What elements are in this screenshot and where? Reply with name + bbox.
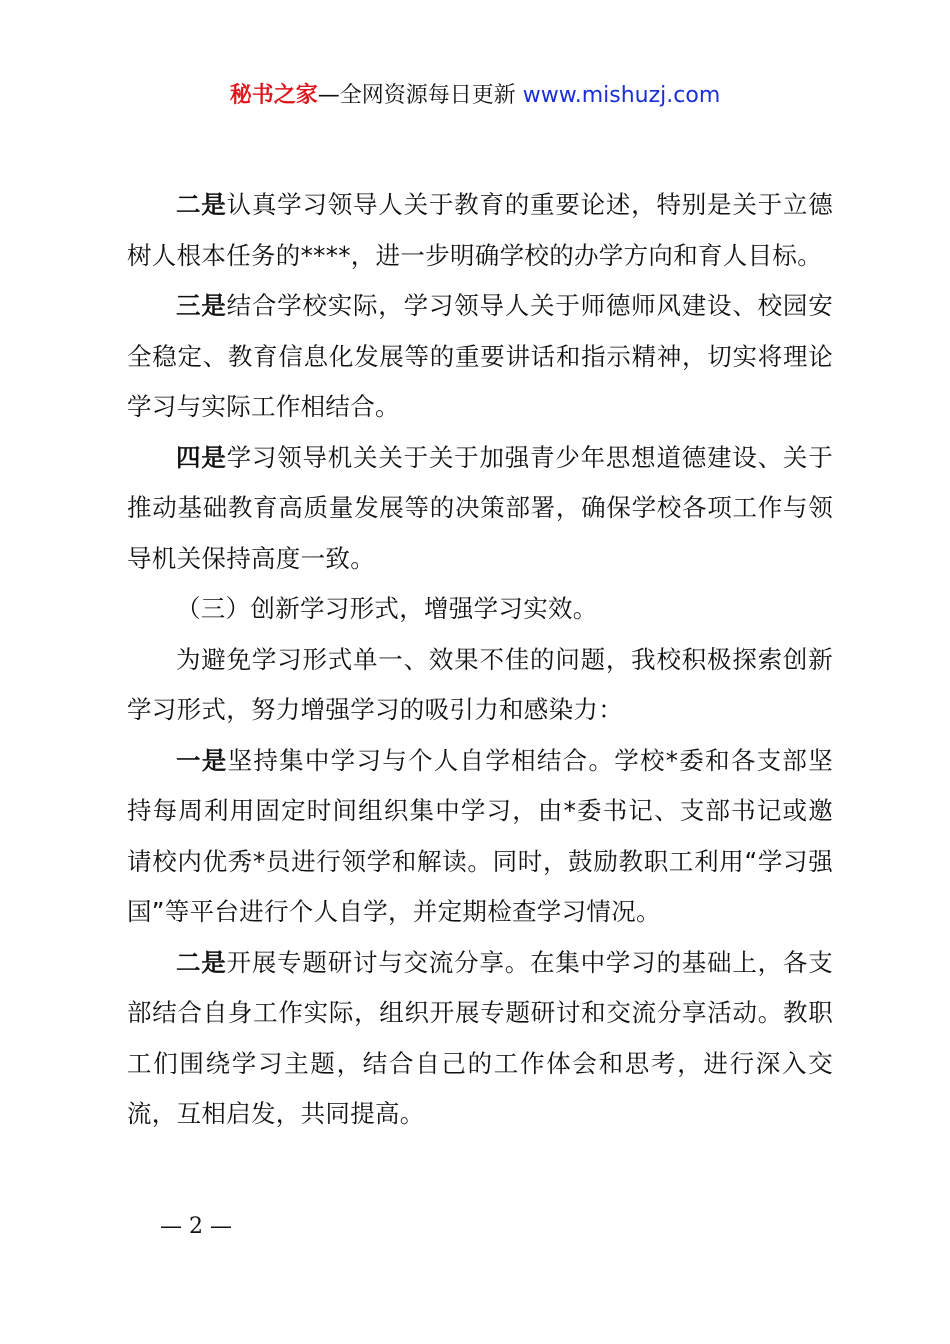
paragraph-lead: 四是 [176, 442, 227, 472]
paragraph [127, 281, 833, 433]
paragraph [127, 938, 833, 1140]
section-heading [127, 584, 833, 635]
paragraph-text: 认真学习领导人关于教育的重要论述，特别是关于立德树人根本任务的****，进一步明确学校的办学方向和育人目标。 [127, 190, 833, 270]
paragraph-lead: 二是 [176, 947, 227, 977]
header-tagline: —全网资源每日更新 [317, 83, 516, 108]
paragraph-text: 结合学校实际，学习领导人关于师德师风建设、校园安全稳定、教育信息化发展等的重要讲话和指示精神，切实将理论学习与实际工作相结合。 [127, 291, 833, 421]
paragraph-text: 为避免学习形式单一、效果不佳的问题，我校积极探索创新学习形式，努力增强学习的吸引力和感染力： [127, 644, 833, 724]
paragraph-text: 开展专题研讨与交流分享。在集中学习的基础上，各支部结合自身工作实际，组织开展专题研讨和交流分享活动。教职工们围绕学习主题，结合自己的工作体会和思考，进行深入交流，互相启发，共同提高。 [127, 947, 833, 1128]
paragraph [127, 736, 833, 938]
paragraph-lead: 三是 [176, 291, 227, 320]
paragraph-text: 坚持集中学习与个人自学相结合。学校*委和各支部坚持每周利用固定时间组织集中学习，由*委书记、支部书记或邀请校内优秀*员进行领学和解读。同时，鼓励教职工利用“学习强国”等平台进行个人自学，并定期检查学习情况。 [127, 745, 833, 926]
paragraph-lead: 二是 [176, 190, 227, 219]
paragraph [127, 635, 833, 736]
paragraph [127, 433, 833, 585]
paragraph-text: （三）创新学习形式，增强学习实效。 [176, 594, 598, 623]
paragraph [127, 180, 833, 281]
site-url[interactable]: www.mishuzj.com [522, 83, 721, 108]
paragraph-text: 学习领导机关关于关于加强青少年思想道德建设、关于推动基础教育高质量发展等的决策部署，确保学校各项工作与领导机关保持高度一致。 [127, 442, 833, 573]
site-header [0, 80, 950, 112]
brand-name: 秘书之家 [229, 83, 318, 108]
page-number: — 2 — [160, 1214, 232, 1239]
document-body [127, 180, 833, 1140]
paragraph-lead: 一是 [176, 745, 228, 775]
